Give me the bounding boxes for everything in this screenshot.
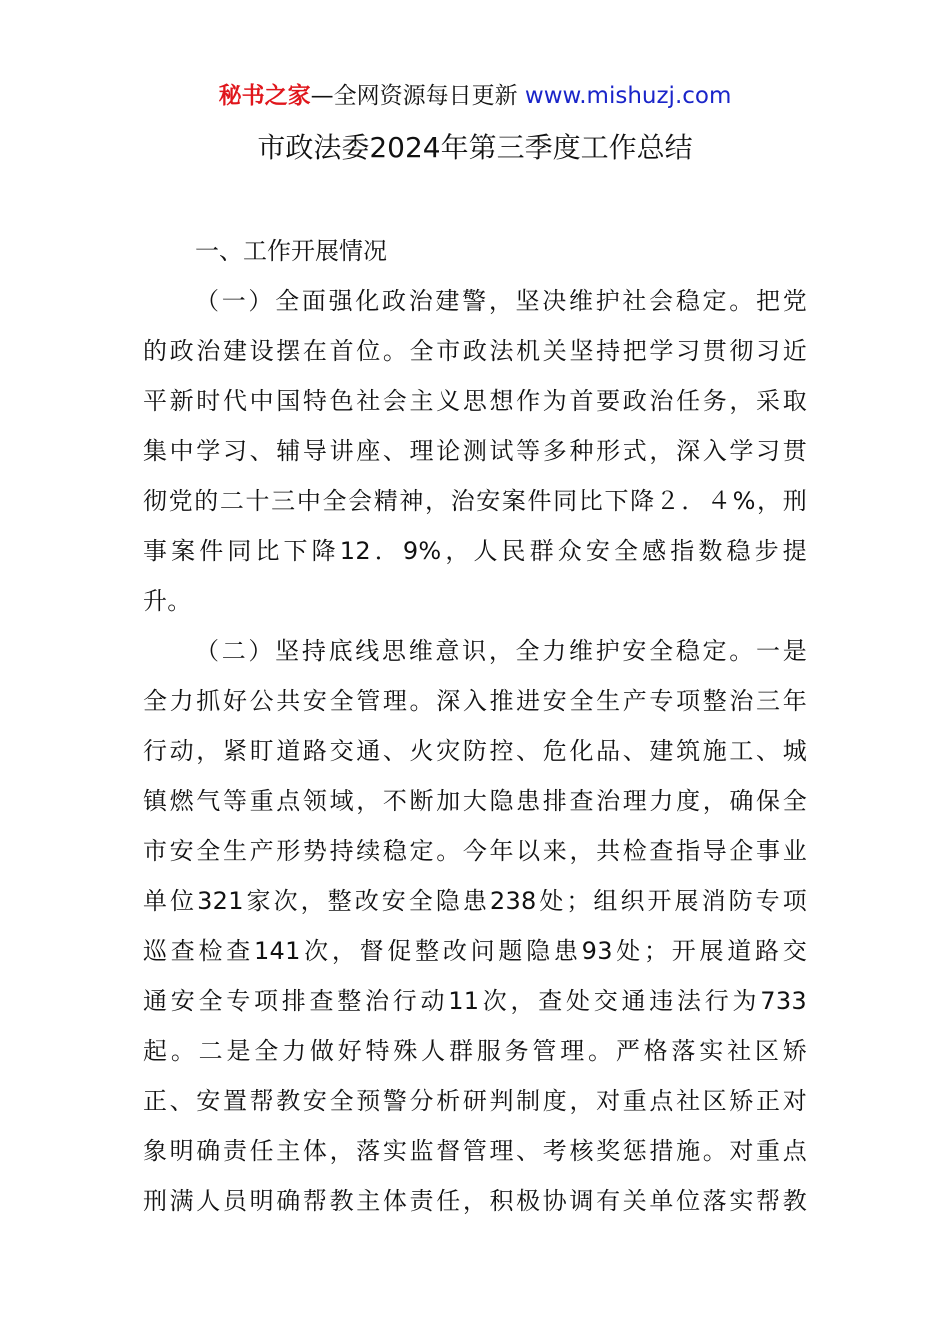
text-line: 起。二是全力做好特殊人群服务管理。严格落实社区矫 [143,1037,807,1065]
text-line: 的政治建设摆在首位。全市政法机关坚持把学习贯彻习近 [143,337,807,365]
site-url-link[interactable]: www.mishuzj.com [524,83,732,109]
text-line: 平新时代中国特色社会主义思想作为首要政治任务，采取 [143,387,807,415]
text-line: 象明确责任主体，落实监督管理、考核奖惩措施。对重点 [143,1137,807,1165]
site-header [0,80,950,112]
paragraph-safety-stability [143,626,807,1226]
text-line: 升。 [143,587,192,615]
paragraph-political-building [143,276,807,626]
text-line: （二）坚持底线思维意识，全力维护安全稳定。一是 [195,637,807,665]
text-line: 集中学习、辅导讲座、理论测试等多种形式，深入学习贯 [143,437,807,465]
text-line: 刑满人员明确帮教主体责任，积极协调有关单位落实帮教 [143,1187,807,1215]
section-heading: 一、工作开展情况 [195,237,387,265]
document-body [143,226,807,1226]
document-title: 市政法委2024年第三季度工作总结 [257,131,693,164]
site-brand: 秘书之家 [218,83,311,109]
text-line: 正、安置帮教安全预警分析研判制度，对重点社区矫正对 [143,1087,807,1115]
text-line: 彻党的二十三中全会精神，治安案件同比下降２．４%，刑 [143,487,807,515]
text-line: 通安全专项排查整治行动11次，查处交通违法行为733 [143,987,807,1015]
text-line: 巡查检查141次，督促整改问题隐患93处；开展道路交 [143,937,807,965]
text-line: 单位321家次，整改安全隐患238处；组织开展消防专项 [143,887,807,915]
site-tagline: —全网资源每日更新 [310,83,518,109]
text-line: 市安全生产形势持续稳定。今年以来，共检查指导企事业 [143,837,807,865]
text-line: 事案件同比下降12．9%，人民群众安全感指数稳步提 [143,537,807,565]
text-line: 全力抓好公共安全管理。深入推进安全生产专项整治三年 [143,687,807,715]
text-line: （一）全面强化政治建警，坚决维护社会稳定。把党 [195,287,807,315]
text-line: 镇燃气等重点领域，不断加大隐患排查治理力度，确保全 [143,787,807,815]
text-line: 行动，紧盯道路交通、火灾防控、危化品、建筑施工、城 [143,737,807,765]
